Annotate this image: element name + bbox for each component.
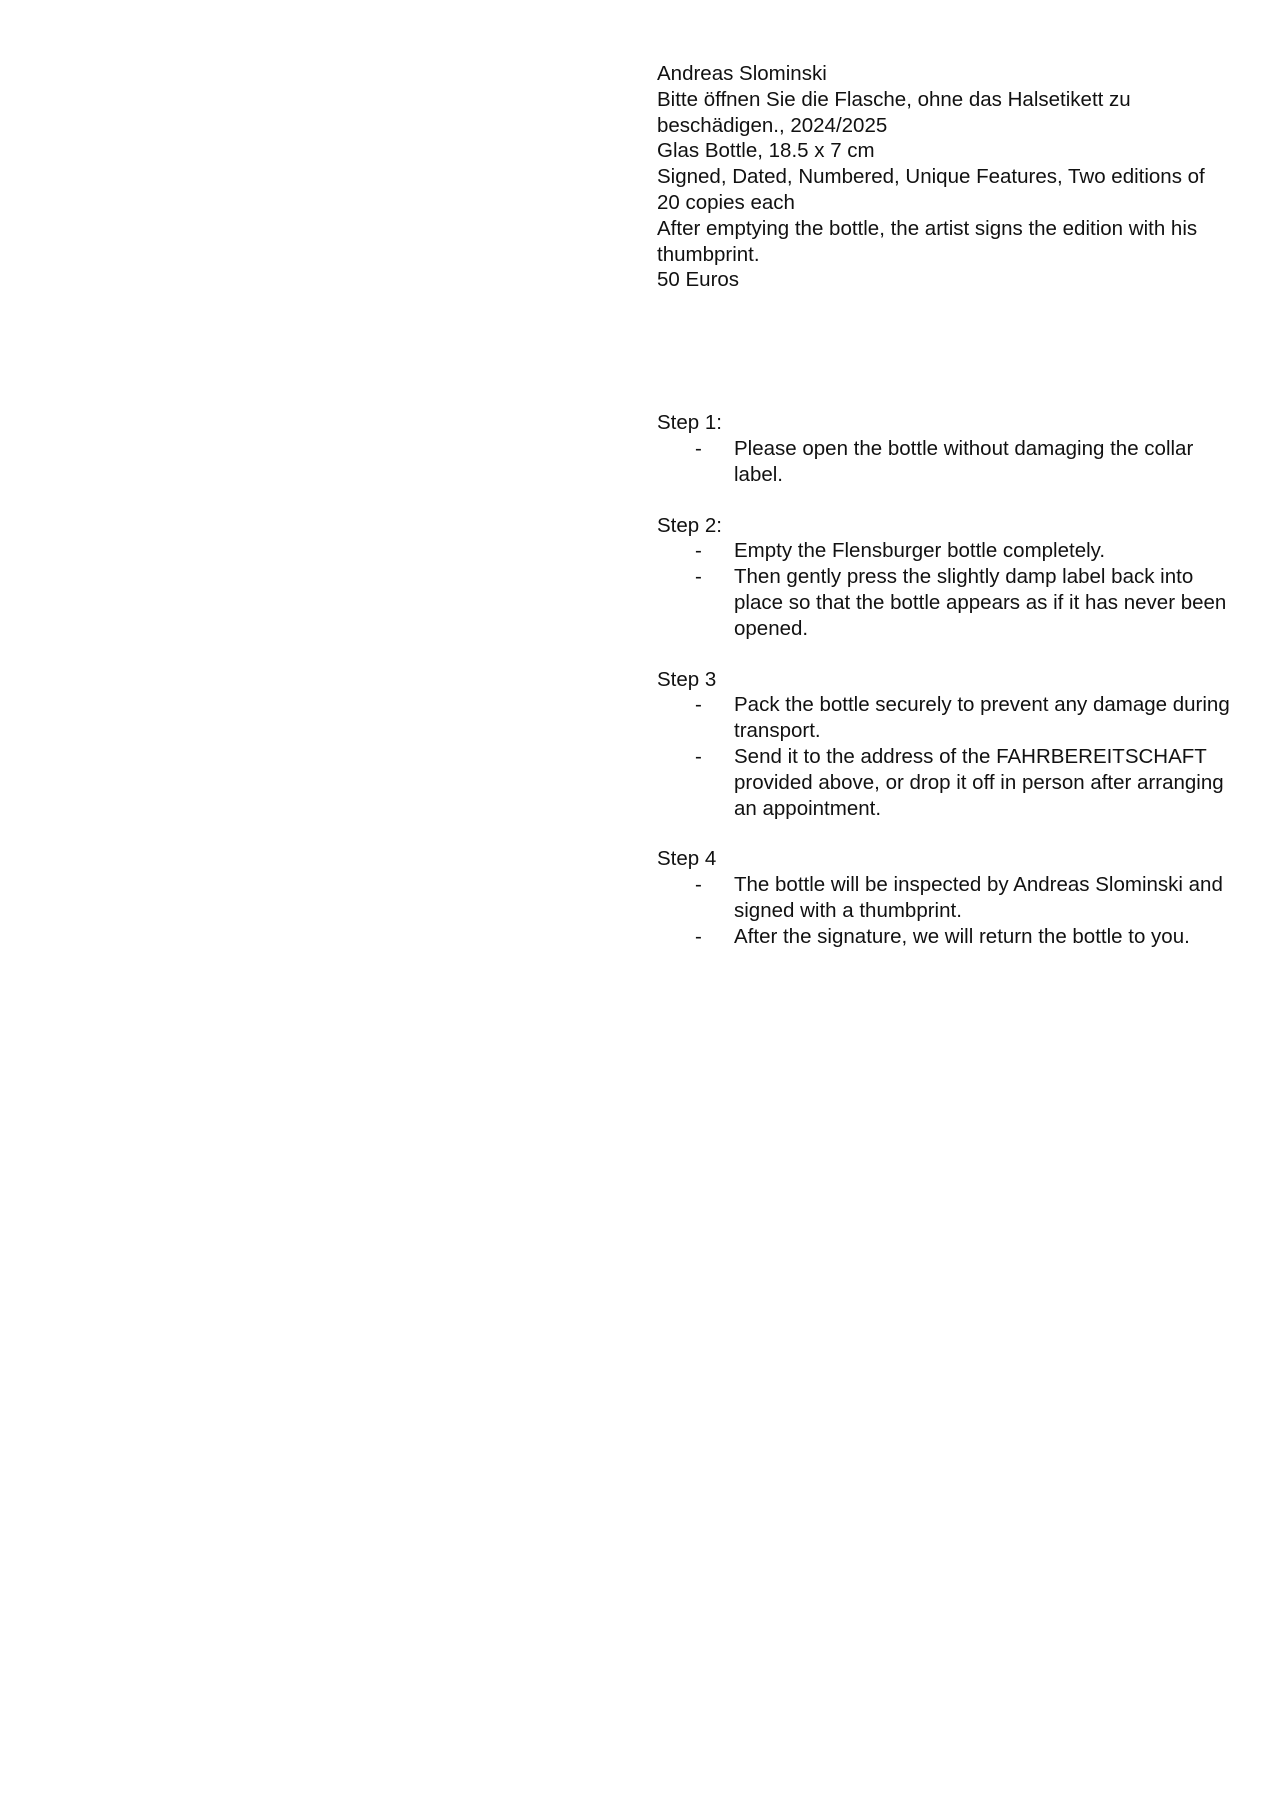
- dash-bullet: -: [695, 565, 702, 589]
- list-item-text: Empty the Flensburger bottle completely.: [734, 539, 1106, 563]
- list-item-text: Please open the bottle without damaging the collar label.: [734, 436, 1194, 486]
- step-title: Step 2:: [657, 513, 722, 537]
- step-list: [657, 436, 1232, 488]
- list-item: [657, 744, 1232, 821]
- list-item: [657, 436, 1232, 488]
- list-item-text: Send it to the address of the FAHRBEREITSCHAFT provided above, or drop it off in person after arranging an appointment.: [734, 744, 1224, 820]
- list-item: [657, 564, 1232, 641]
- steps-section: [657, 410, 1232, 949]
- step-title: Step 4: [657, 847, 717, 871]
- dash-bullet: -: [695, 693, 702, 717]
- list-item-text: The bottle will be inspected by Andreas Slominski and signed with a thumbprint.: [734, 873, 1223, 922]
- step-list: [657, 538, 1232, 641]
- step-list: [657, 692, 1232, 821]
- list-item: [657, 924, 1232, 950]
- dash-bullet: -: [695, 744, 702, 768]
- artist-name: Andreas Slominski: [657, 62, 827, 85]
- step-title: Step 1:: [657, 411, 722, 435]
- dash-bullet: -: [695, 924, 702, 948]
- list-item: [657, 692, 1232, 744]
- dash-bullet: -: [695, 436, 702, 460]
- list-item-text: Pack the bottle securely to prevent any damage during transport.: [734, 693, 1230, 743]
- step-title: Step 3: [657, 667, 717, 691]
- step-2: [657, 513, 1232, 642]
- dash-bullet: -: [695, 539, 702, 563]
- price: 50 Euros: [657, 268, 740, 292]
- document-content: [657, 61, 1232, 975]
- list-item-text: After the signature, we will return the bottle to you.: [734, 924, 1190, 948]
- artwork-title-year: Bitte öffnen Sie die Flasche, ohne das Halsetikett zu beschädigen., 2024/2025: [657, 87, 1131, 137]
- list-item: [657, 872, 1232, 924]
- artwork-info: [657, 61, 1232, 293]
- material-size: Glas Bottle, 18.5 x 7 cm: [657, 139, 875, 163]
- list-item: [657, 538, 1232, 564]
- list-item-text: Then gently press the slightly damp label back into place so that the bottle appears as if it has never been opened.: [734, 565, 1227, 640]
- step-1: [657, 410, 1232, 487]
- step-list: [657, 872, 1232, 949]
- step-3: [657, 667, 1232, 822]
- step-4: [657, 846, 1232, 949]
- edition-details: Signed, Dated, Numbered, Unique Features, Two editions of 20 copies each: [657, 165, 1205, 214]
- dash-bullet: -: [695, 873, 702, 897]
- signature-note: After emptying the bottle, the artist signs the edition with his thumbprint.: [657, 216, 1198, 266]
